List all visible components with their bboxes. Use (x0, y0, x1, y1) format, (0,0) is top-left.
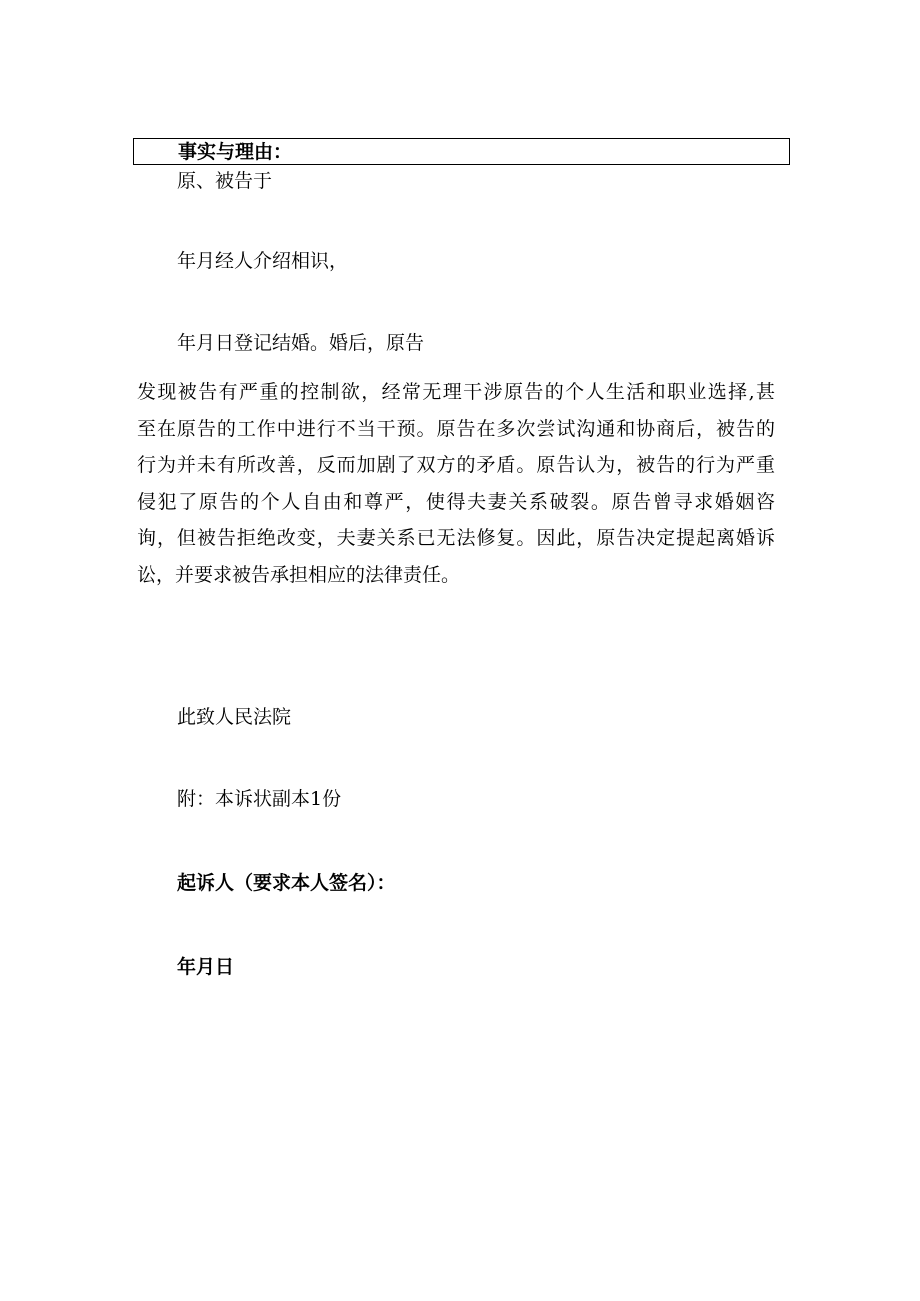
text-line-1: 原、被告于 (177, 170, 273, 192)
paragraph-line: 发现被告有严重的控制欲，经常无理干涉原告的个人生活和职业选择,甚 (137, 381, 775, 403)
paragraph-line: 行为并未有所改善，反而加剧了双方的矛盾。原告认为，被告的行为严重 (137, 454, 775, 476)
text-line-2: 年月经人介绍相识， (177, 250, 349, 272)
paragraph-line: 至在原告的工作中进行不当干预。原告在多次尝试沟通和协商后，被告的 (137, 417, 775, 440)
closing-line: 此致人民法院 (177, 706, 292, 728)
paragraph-line: 询，但被告拒绝改变，夫妻关系已无法修复。因此，原告决定提起离婚诉 (137, 527, 775, 549)
attachment-line: 附：本诉状副本1份 (177, 788, 342, 810)
section-heading: 事实与理由： (178, 141, 293, 163)
paragraph-line: 讼，并要求被告承担相应的法律责任。 (137, 563, 461, 586)
date-label: 年月日 (177, 956, 235, 978)
text-line-3: 年月日登记结婚。婚后，原告 (177, 332, 425, 354)
heading-box (133, 138, 790, 165)
facts-paragraph (137, 374, 777, 593)
paragraph-line: 侵犯了原告的个人自由和尊严，使得夫妻关系破裂。原告曾寻求婚姻咨 (137, 490, 775, 513)
signature-label: 起诉人（要求本人签名）： (177, 872, 396, 894)
